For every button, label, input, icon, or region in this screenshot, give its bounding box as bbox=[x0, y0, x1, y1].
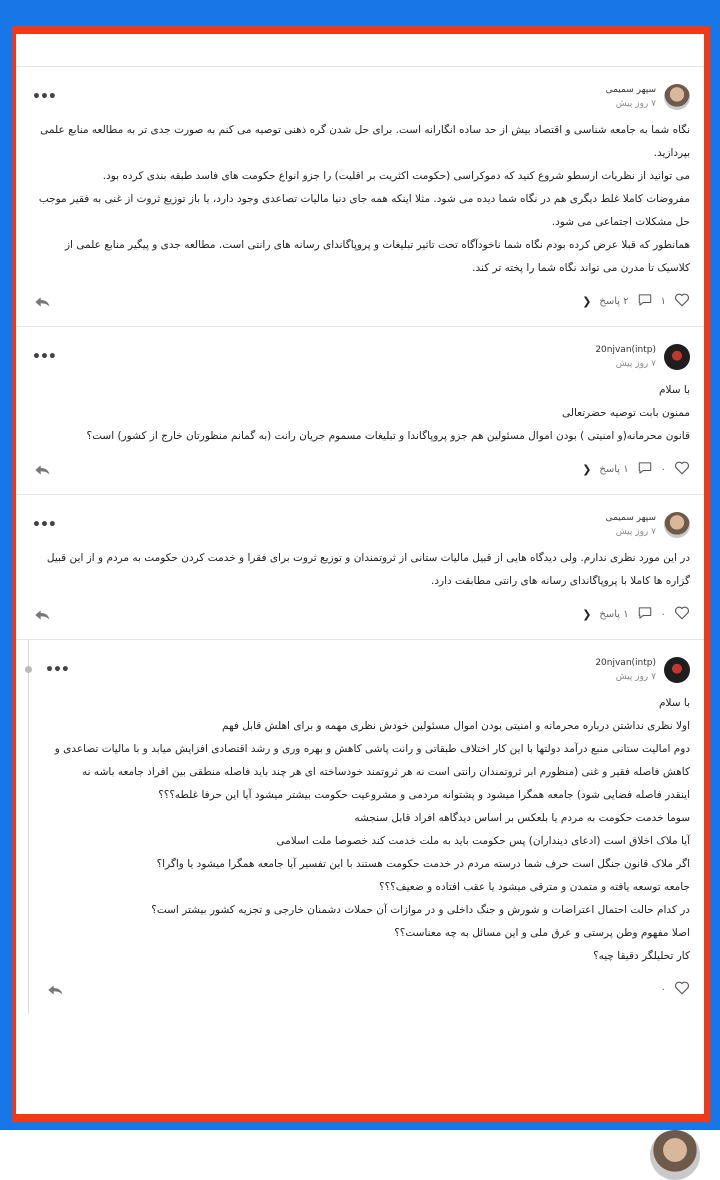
comment-item bbox=[16, 495, 704, 640]
avatar[interactable] bbox=[664, 512, 690, 538]
comment-header bbox=[30, 341, 690, 373]
comment-header bbox=[30, 509, 690, 541]
comment-paragraph: کار تحلیلگر دقیقا چیه؟ bbox=[593, 950, 690, 962]
timestamp: ۷ روز پیش bbox=[615, 99, 656, 109]
more-dots-icon[interactable]: ••• bbox=[32, 349, 56, 365]
comment-paragraph: آیا ملاک اخلاق است (ادعای دینداران) پس حکومت باید به ملت خدمت کند خصوصا ملت اسلامی bbox=[276, 835, 690, 847]
comments-panel bbox=[16, 34, 704, 1114]
heart-icon[interactable] bbox=[674, 606, 690, 623]
thread-node bbox=[25, 666, 32, 673]
comment-paragraph: ممنون بابت توصیه حضرتعالی bbox=[562, 407, 690, 419]
comment-actions bbox=[43, 974, 690, 1004]
like-count: ۰ bbox=[660, 463, 666, 475]
comment-actions bbox=[30, 599, 690, 629]
comment-actions bbox=[30, 286, 690, 316]
comment-paragraph: کاهش فاصله فقیر و غنی (منظورم ابر ثروتمندان رانتی است نه هر ثروتمند خودساخته ای هر چند باید فاصله منطقی بین افراد جامعه باشه نه bbox=[82, 766, 690, 778]
chevron-left-icon[interactable]: ❮ bbox=[582, 462, 592, 476]
comment-body bbox=[30, 547, 690, 593]
comment-header bbox=[43, 654, 690, 686]
reply-count[interactable]: ۱ پاسخ bbox=[599, 608, 629, 620]
reply-count[interactable]: ۱ پاسخ bbox=[599, 463, 629, 475]
avatar[interactable] bbox=[664, 344, 690, 370]
comment-paragraph: با سلام bbox=[658, 384, 690, 396]
author-name[interactable]: سپهر سمیمی bbox=[605, 85, 656, 95]
author-name[interactable]: 20njvan(intp) bbox=[595, 658, 656, 668]
comment-paragraph: سوما خدمت حکومت به مردم یا بلعکس بر اساس دیدگاهه افراد قابل سنجشه bbox=[354, 812, 690, 824]
avatar[interactable] bbox=[664, 84, 690, 110]
heart-icon[interactable] bbox=[674, 293, 690, 310]
avatar[interactable] bbox=[664, 657, 690, 683]
comment-thread bbox=[16, 67, 704, 1014]
comment-body bbox=[30, 379, 690, 448]
more-dots-icon[interactable]: ••• bbox=[45, 662, 69, 678]
comment-paragraph: در این مورد نظری ندارم. ولی دیدگاه هایی از قبیل مالیات ستانی از ثروتمندان و توزیع ثروت برای فقرا و خدمت کردن حکومت به مردم و از این قبیل گزاره ها کاملا با پروپاگاندای رسانه های رانتی مطابقت دارد. bbox=[46, 552, 690, 587]
comment-paragraph: مفروضات کاملا غلط دیگری هم در نگاه شما دیده می شود. مثلا اینکه همه جای دنیا مالیات تصاعدی وجود دارد، یا باز توزیع ثروت از غنی به فقیر موجب حل مشکلات اجتماعی می شود. bbox=[38, 193, 690, 228]
comment-bubble-icon[interactable] bbox=[637, 461, 653, 478]
chevron-left-icon[interactable]: ❮ bbox=[582, 294, 592, 308]
comment-item bbox=[16, 327, 704, 495]
chevron-left-icon[interactable]: ❮ bbox=[582, 607, 592, 621]
comment-body bbox=[30, 119, 690, 280]
avatar[interactable] bbox=[650, 1130, 700, 1180]
comment-paragraph: همانطور که قبلا عرض کرده بودم نگاه شما ناخودآگاه تحت تاثیر تبلیغات و پروپاگاندای رسانه های رانتی است. مطالعه جدی و پیگیر منابع علمی از کلاسیک تا مدرن می تواند نگاه شما را پخته تر کند. bbox=[64, 239, 690, 274]
comment-paragraph: دوم امالیت ستانی منبع درآمد دولتها با این کار اختلاف طبقاتی و رانت پاشی کاهش و بهره وری و رشد اقتصادی افزایش میابد و با مالیات تصاعدی و bbox=[54, 743, 690, 755]
like-count: ۰ bbox=[660, 983, 666, 995]
comment-paragraph: می توانید از نظریات ارسطو شروع کنید که دموکراسی (حکومت اکثریت بر اقلیت) را جزو انواع حکومت های فاسد طبقه بندی کرده بود. bbox=[102, 170, 690, 182]
like-count: ۰ bbox=[660, 608, 666, 620]
comment-paragraph: نگاه شما به جامعه شناسی و اقتصاد بیش از حد ساده انگارانه است. برای حل شدن گره ذهنی توصیه می کنم به صورت جدی تر به مطالعه منابع علمی بپردازید. bbox=[40, 124, 690, 159]
top-spacer bbox=[16, 34, 704, 67]
heart-icon[interactable] bbox=[674, 461, 690, 478]
timestamp: ۷ روز پیش bbox=[615, 359, 656, 369]
reply-count[interactable]: ۲ پاسخ bbox=[599, 295, 629, 307]
timestamp: ۷ روز پیش bbox=[615, 672, 656, 682]
heart-icon[interactable] bbox=[674, 981, 690, 998]
comment-bubble-icon[interactable] bbox=[637, 293, 653, 310]
comment-paragraph: قانون محرمانه(و امنیتی ) بودن اموال مسئولین هم جزو پروپاگاندا و تبلیغات مسموم جریان رانت (به گمانم منظورتان خارج از کشور) است؟ bbox=[86, 430, 690, 442]
comment-paragraph: اصلا مفهوم وطن پرستی و عرق ملی و این مسائل به چه معناست؟؟ bbox=[394, 927, 690, 939]
comment-paragraph: اگر ملاک قانون جنگل است حرف شما درسته مردم در خدمت حکومت هستند با این تفسیر آیا جامعه همگرا میشود یا واگرا؟ bbox=[156, 858, 690, 870]
comment-paragraph: با سلام bbox=[658, 697, 690, 709]
author-name[interactable]: سپهر سمیمی bbox=[605, 513, 656, 523]
comment-paragraph: جامعه توسعه یافته و متمدن و مترقی میشود یا عقب افتاده و ضعیف؟؟؟ bbox=[379, 881, 690, 893]
more-dots-icon[interactable]: ••• bbox=[32, 89, 56, 105]
comment-item bbox=[16, 67, 704, 327]
comment-item bbox=[28, 640, 704, 1014]
more-dots-icon[interactable]: ••• bbox=[32, 517, 56, 533]
comment-body bbox=[43, 692, 690, 968]
comment-paragraph: اولا نظری نداشتن درباره محرمانه و امنیتی بودن اموال مسئولین خودش نظری مهمه و برای اهلش قابل فهم bbox=[222, 720, 690, 732]
comment-paragraph: اینقدر فاصله فضایی شود) جامعه همگرا میشود و پشتوانه مردمی و مشروعیت حکومت بیشتر میشود آیا این حرفا غلطه؟؟؟ bbox=[158, 789, 690, 801]
comment-bubble-icon[interactable] bbox=[637, 606, 653, 623]
author-name[interactable]: 20njvan(intp) bbox=[595, 345, 656, 355]
like-count: ۱ bbox=[660, 295, 666, 307]
timestamp: ۷ روز پیش bbox=[615, 527, 656, 537]
comment-actions bbox=[30, 454, 690, 484]
comment-header bbox=[30, 81, 690, 113]
comment-paragraph: در کدام حالت احتمال اعتراضات و شورش و جنگ داخلی و در موازات آن حملات دشمنان خارجی و تجزیه کشور بیشتر است؟ bbox=[151, 904, 690, 916]
